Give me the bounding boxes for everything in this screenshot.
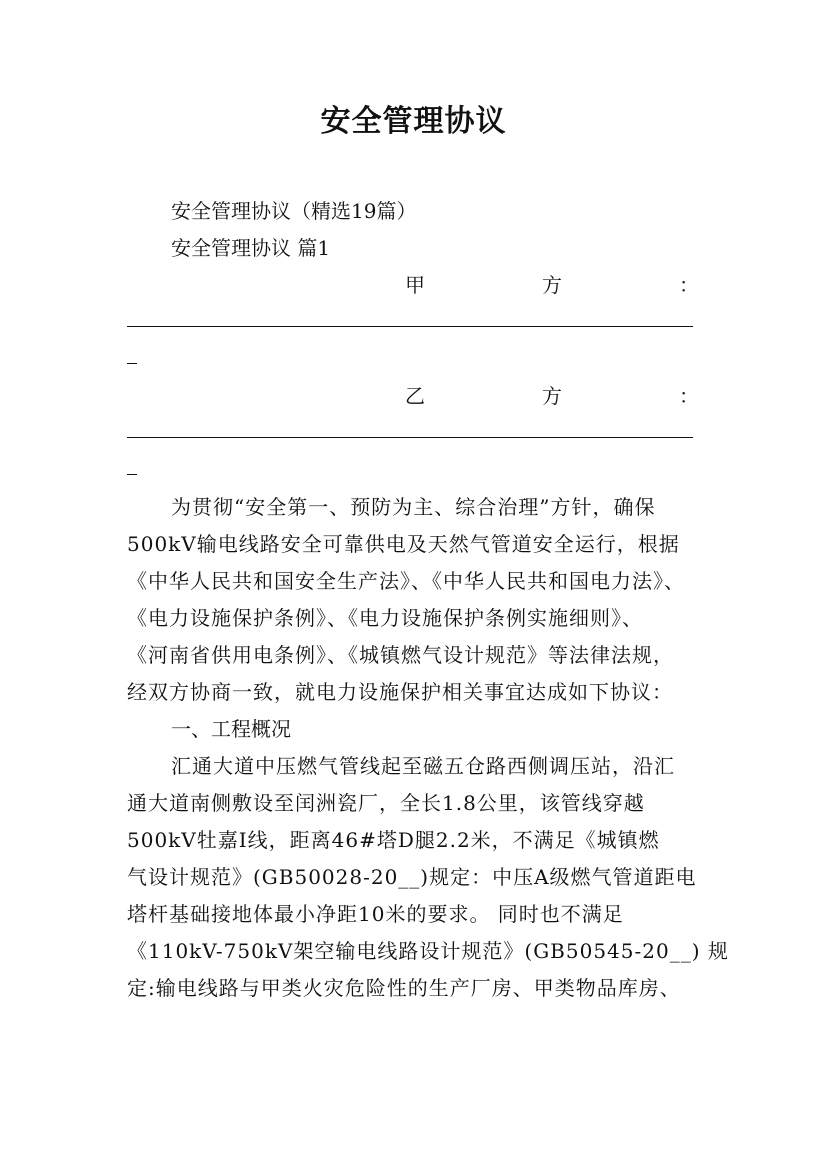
section-one-line: 500kV牡嘉Ⅰ线，距离46#塔D腿2.2米，不满足《城镇燃 xyxy=(127,828,660,852)
blank-rule xyxy=(127,437,693,438)
party-a-row xyxy=(127,267,701,304)
intro-paragraph xyxy=(127,489,701,711)
section-one-line: 塔杆基础接地体最小净距10米的要求。 同时也不满足 xyxy=(127,902,624,926)
section-one-line: 通大道南侧敷设至闰洲瓷厂，全长1.8公里，该管线穿越 xyxy=(127,791,645,815)
party-b-blank-line xyxy=(127,415,701,452)
intro-line: 为贯彻“安全第一、预防为主、综合治理”方针，确保 xyxy=(171,495,656,519)
party-b-side: 方 xyxy=(542,384,562,408)
section-one-paragraph xyxy=(127,748,729,1007)
section-heading: 安全管理协议 篇1 xyxy=(171,236,331,260)
blank-rule xyxy=(127,326,693,327)
intro-line: 《河南省供用电条例》、《城镇燃气设计规范》等法律法规， xyxy=(127,643,674,667)
section-one-line: 定:输电线路与甲类火灾危险性的生产厂房、甲类物品库房、 xyxy=(127,976,681,1000)
blank-rule-tail xyxy=(127,474,137,475)
intro-line: 500kV输电线路安全可靠供电及天然气管道安全运行，根据 xyxy=(127,532,680,556)
section-one-line: 气设计规范》(GB50028-20__)规定：中压A级燃气管道距电 xyxy=(127,865,697,889)
party-a-colon: ： xyxy=(679,273,699,297)
intro-line: 《电力设施保护条例》、《电力设施保护条例实施细则》、 xyxy=(127,606,643,630)
party-a-side: 方 xyxy=(542,273,562,297)
document-body xyxy=(127,193,729,1007)
party-a-blank-line xyxy=(127,304,701,341)
document-subtitle: 安全管理协议（精选19篇） xyxy=(171,199,417,223)
section-one-heading: 一、工程概况 xyxy=(171,717,291,741)
party-b-label: 乙 xyxy=(405,384,425,408)
intro-line: 经双方协商一致，就电力设施保护相关事宜达成如下协议： xyxy=(127,680,673,704)
party-b-blank-tail xyxy=(127,452,701,489)
party-a-blank-tail xyxy=(127,341,701,378)
party-b-row xyxy=(127,378,701,415)
section-one-line: 《110kV-750kV架空输电线路设计规范》(GB50545-20__) 规 xyxy=(127,939,729,963)
party-a-label: 甲 xyxy=(405,273,425,297)
document-title: 安全管理协议 xyxy=(320,104,507,139)
blank-rule-tail xyxy=(127,363,137,364)
party-b-colon: ： xyxy=(679,384,699,408)
intro-line: 《中华人民共和国安全生产法》、《中华人民共和国电力法》、 xyxy=(127,569,685,593)
section-one-line: 汇通大道中压燃气管线起至磁五仓路西侧调压站，沿汇 xyxy=(171,754,675,778)
